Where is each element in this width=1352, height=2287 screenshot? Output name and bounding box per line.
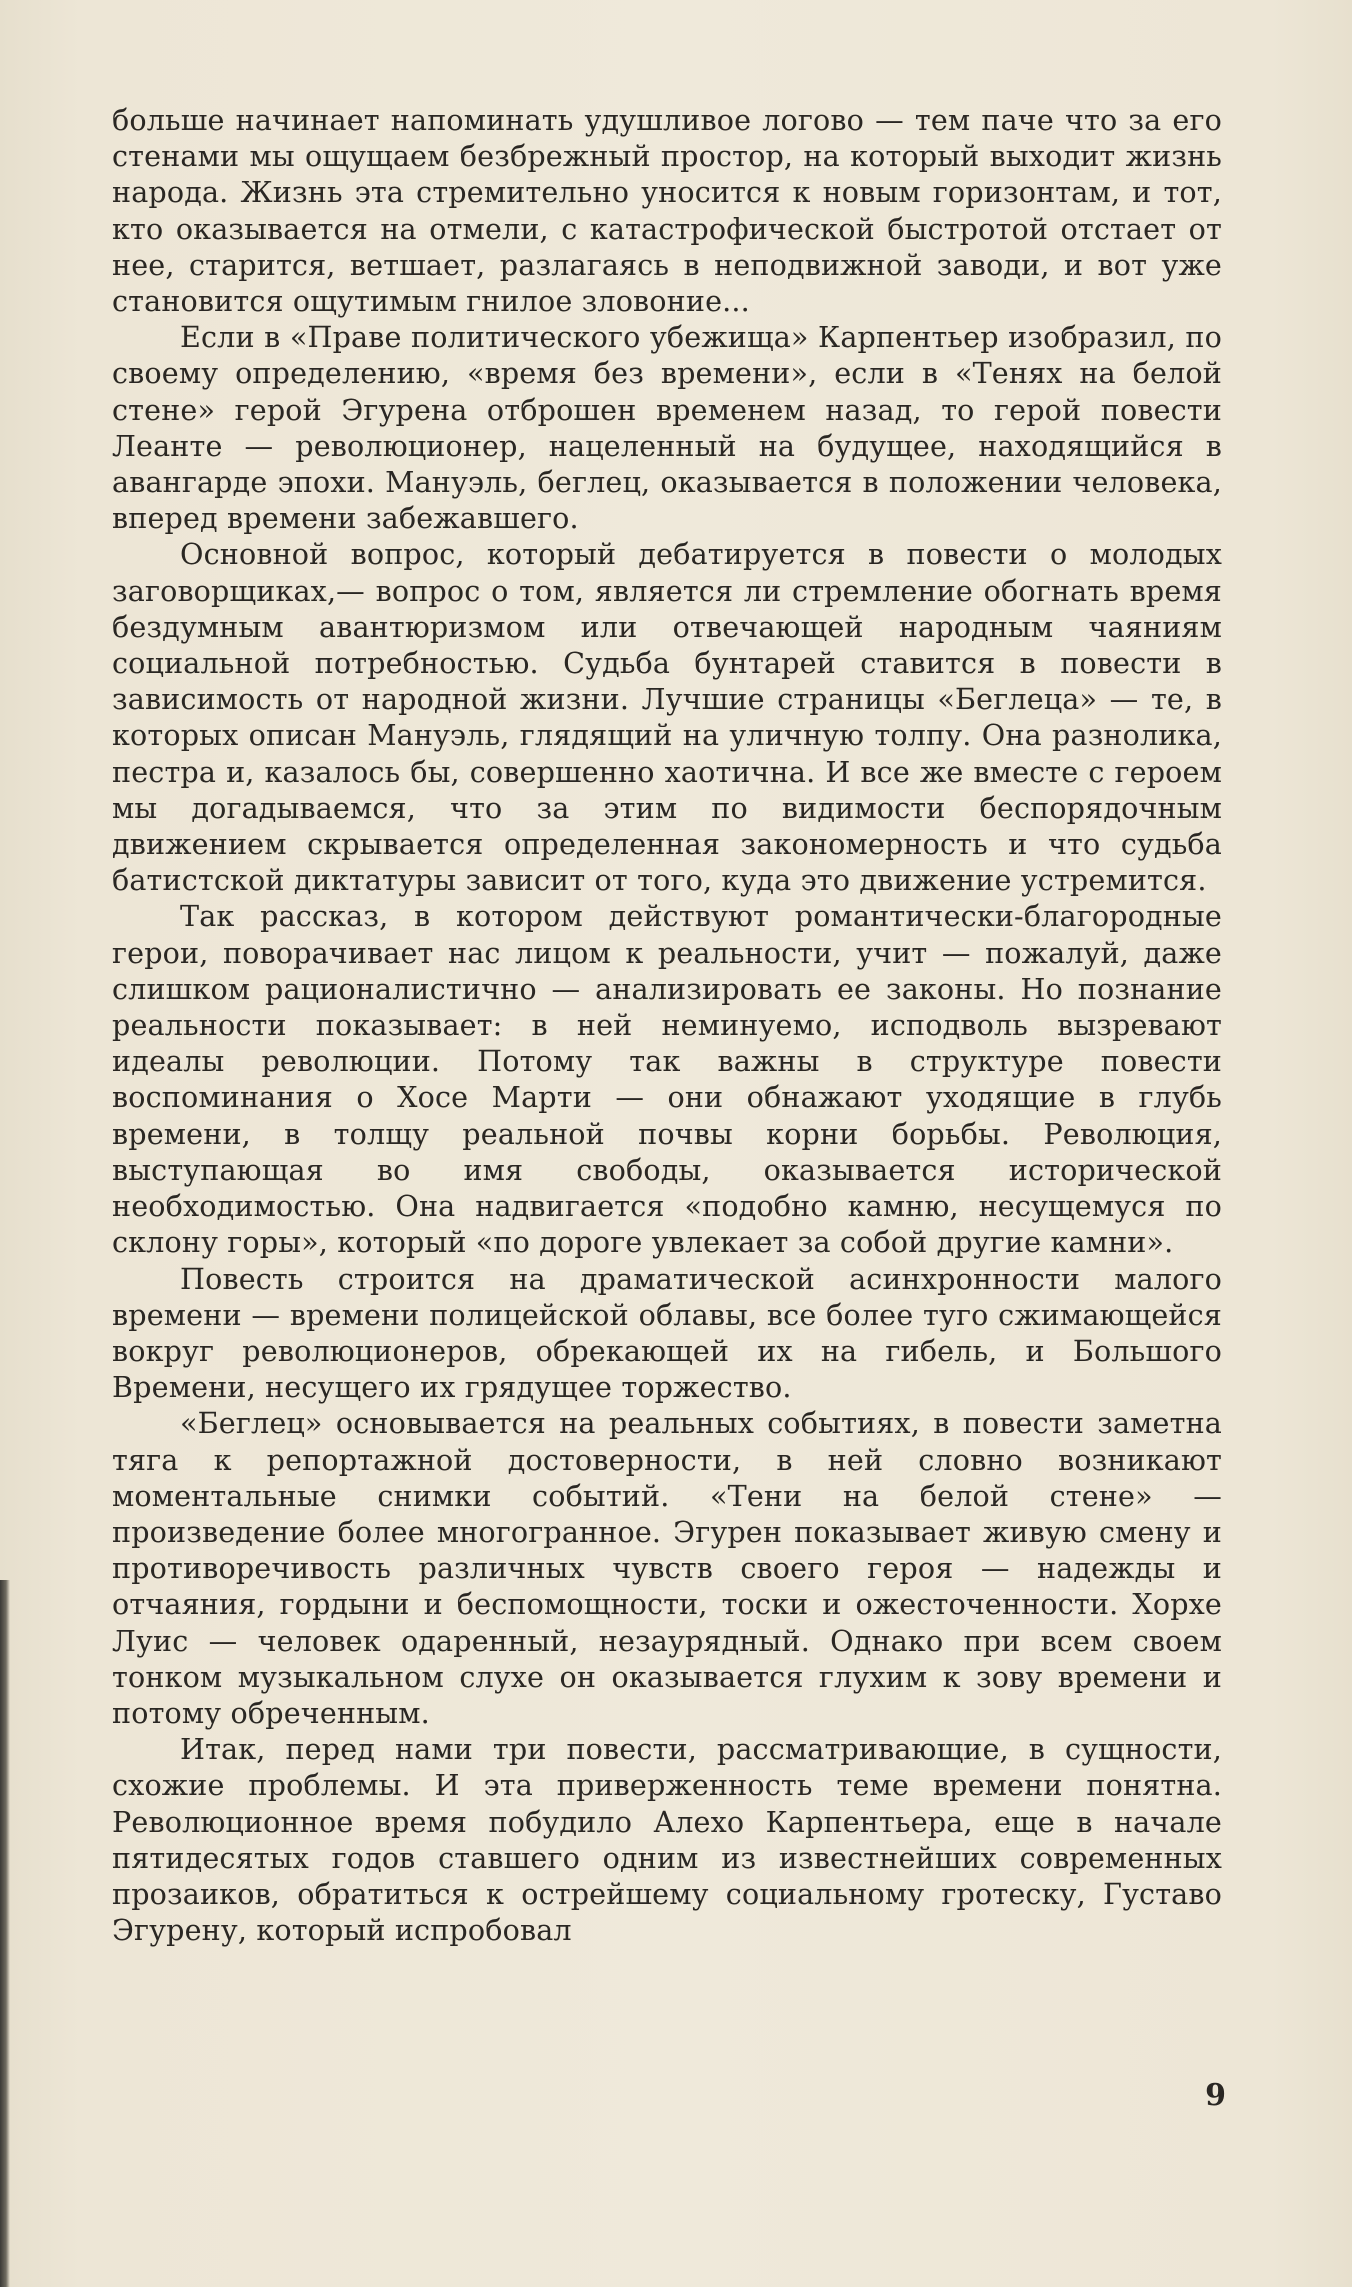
page-number: 9 [1205, 2078, 1226, 2113]
paragraph: Так рассказ, в котором действуют романтически-благородные герои, поворачивает нас лицом к реальности, учит — пожалуй, даже слишком рационалистично — анализировать ее законы. Но познание реальности показывает: в ней неминуемо, исподволь вызревают идеалы революции. Потому так важны в структуре повести воспоминания о Хосе Марти — они обнажают уходящие в глубь времени, в толщу реальной почвы корни борьбы. Революция, выступающая во имя свободы, оказывается исторической необходимостью. Она надвигается «подобно камню, несущемуся по склону горы», который «по дороге увлекает за собой другие камни». [112, 899, 1222, 1260]
paragraph: Итак, перед нами три повести, рассматривающие, в сущности, схожие проблемы. И эта приверженность теме времени понятна. Революционное время побудило Алехо Карпентьера, еще в начале пятидесятых годов ставшего одним из известнейших современных прозаиков, обратиться к острейшему социальному гротеску, Густаво Эгурену, который испробовал [112, 1732, 1222, 1948]
paragraph-continued: больше начинает напоминать удушливое логово — тем паче что за его стенами мы ощущаем безбрежный простор, на который выходит жизнь народа. Жизнь эта стремительно уносится к новым горизонтам, и тот, кто оказывается на отмели, с катастрофической быстротой отстает от нее, старится, ветшает, разлагаясь в неподвижной заводи, и вот уже становится ощутимым гнилое зловоние... [112, 103, 1222, 319]
paragraph: Повесть строится на драматической асинхронности малого времени — времени полицейской облавы, все более туго сжимающейся вокруг революционеров, обрекающей их на гибель, и Большого Времени, несущего их грядущее торжество. [112, 1261, 1222, 1405]
body-text [112, 102, 1222, 1948]
paragraph: Основной вопрос, который дебатируется в повести о молодых заговорщиках,— вопрос о том, является ли стремление обогнать время бездумным авантюризмом или отвечающей народным чаяниям социальной потребностью. Судьба бунтарей ставится в повести в зависимость от народной жизни. Лучшие страницы «Беглеца» — те, в которых описан Мануэль, глядящий на уличную толпу. Она разнолика, пестра и, казалось бы, совершенно хаотична. И все же вместе с героем мы догадываемся, что за этим по видимости беспорядочным движением скрывается определенная закономерность и что судьба батистской диктатуры зависит от того, куда это движение устремится. [112, 537, 1222, 898]
paragraph: «Беглец» основывается на реальных событиях, в повести заметна тяга к репортажной достоверности, в ней словно возникают моментальные снимки событий. «Тени на белой стене» — произведение более многогранное. Эгурен показывает живую смену и противоречивость различных чувств своего героя — надежды и отчаяния, гордыни и беспомощности, тоски и ожесточенности. Хорхе Луис — человек одаренный, незаурядный. Однако при всем своем тонком музыкальном слухе он оказывается глухим к зову времени и потому обреченным. [112, 1406, 1222, 1730]
paragraph: Если в «Праве политического убежища» Карпентьер изобразил, по своему определению, «время без времени», если в «Тенях на белой стене» герой Эгурена отброшен временем назад, то герой повести Леанте — революционер, нацеленный на будущее, находящийся в авангарде эпохи. Мануэль, беглец, оказывается в положении человека, вперед времени забежавшего. [112, 320, 1222, 536]
page-edge-shadow [0, 1580, 10, 2287]
